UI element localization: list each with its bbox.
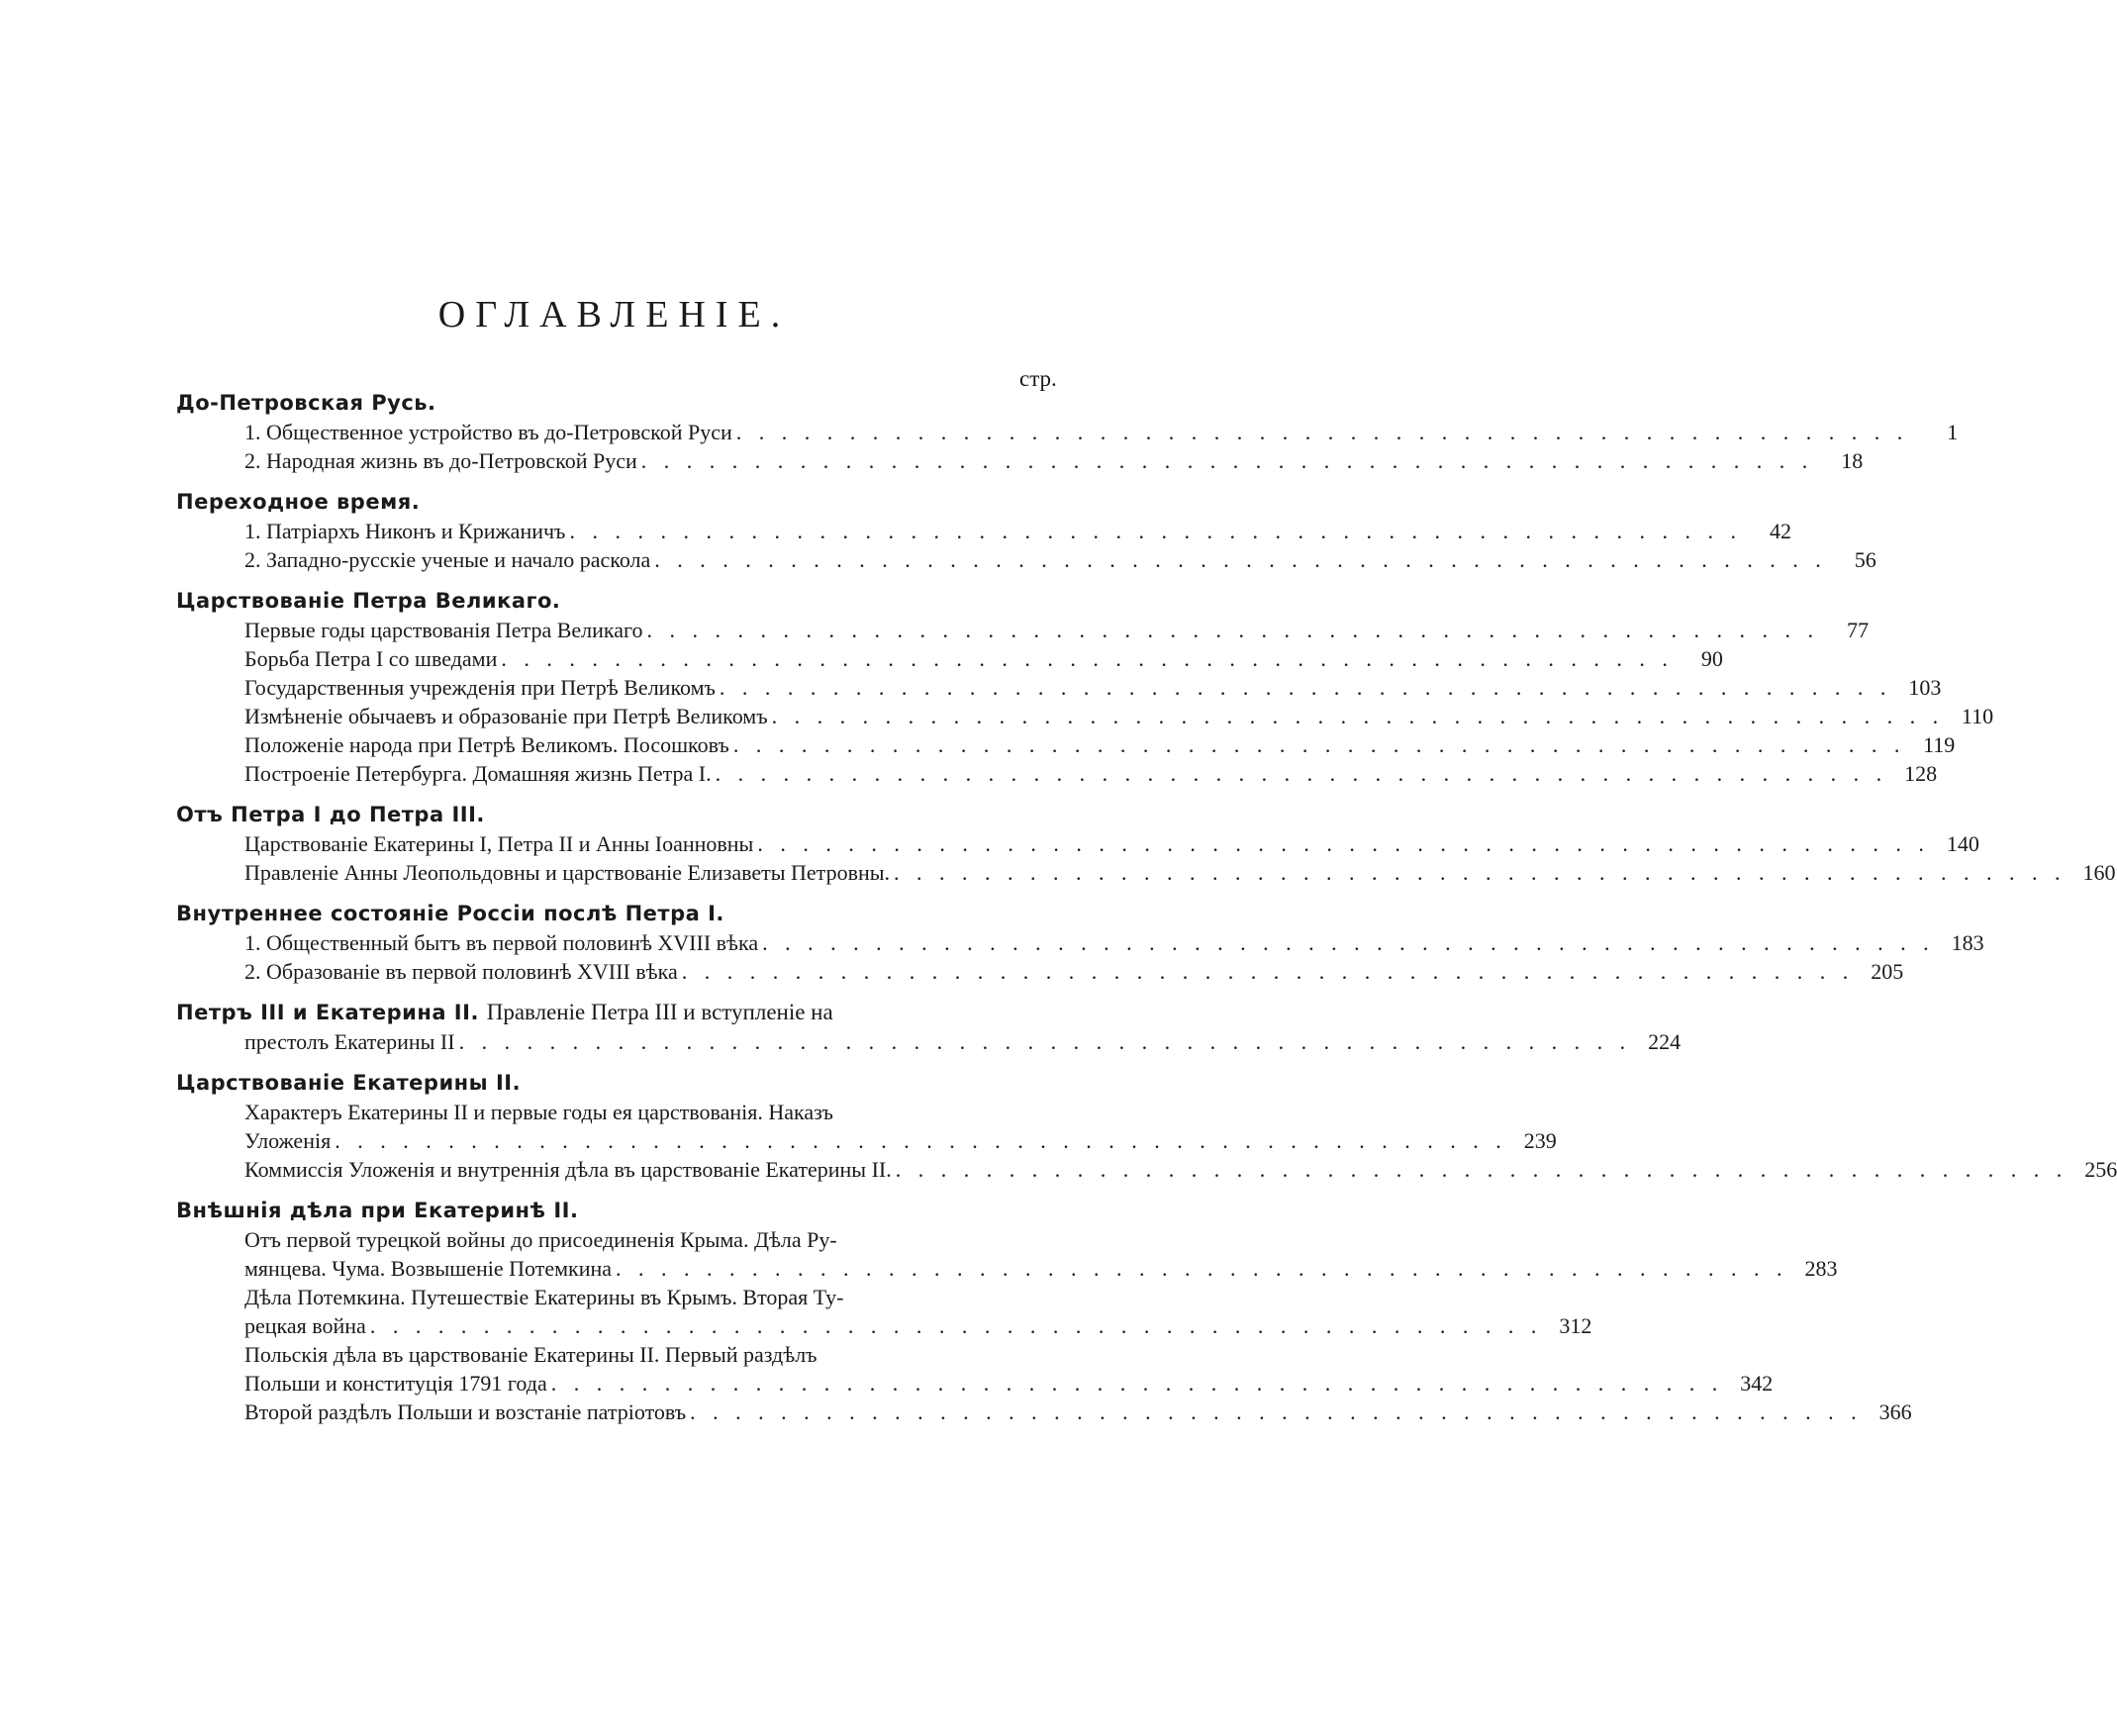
section-heading-tail: Правленіе Петра III и вступленіе на (486, 1000, 833, 1024)
toc-entry[interactable] (244, 1155, 2117, 1184)
toc-entry[interactable] (244, 829, 1979, 858)
toc-entry-page: 119 (1923, 732, 1956, 757)
toc-entry-page: 183 (1951, 930, 1984, 955)
toc-entry-title: Борьба Петра I со шведами (244, 646, 498, 671)
toc-entry-row (244, 1126, 1557, 1155)
dot-leader: . . . . . . . . . . . . . . . . . . . . . . . . . . . . . . . . . . . . . . . . . . . . . . . . . . . . (732, 732, 1906, 757)
toc-section (176, 899, 1984, 986)
section-heading (176, 998, 1067, 1027)
section-heading-text: Петръ III и Екатерина II. (176, 1001, 479, 1024)
toc-entry-page: 103 (1908, 675, 1942, 700)
dot-leader: . . . . . . . . . . . . . . . . . . . . . . . . . . . . . . . . . . . . . . . . . . . . . . . . . . . . (335, 1128, 1507, 1153)
toc-entry[interactable] (244, 957, 1904, 986)
toc-section (176, 586, 1994, 788)
toc-entry-title: 2. Западно-русскіе ученые и начало раскола (244, 547, 651, 572)
toc-entry-page: 110 (1961, 704, 1994, 728)
page-column-label: стр. (1019, 366, 1057, 391)
dot-leader: . . . . . . . . . . . . . . . . . . . . . . . . . . . . . . . . . . . . . . . . . . . . . . . . . . . . (771, 704, 1945, 728)
toc-entry[interactable] (244, 673, 1942, 702)
dot-leader: . . . . . . . . . . . . . . . . . . . . . . . . . . . . . . . . . . . . . . . . . . . . . . . . . . . . (550, 1371, 1724, 1396)
toc-entry-row (244, 418, 1959, 446)
toc-entry-page: 366 (1878, 1399, 1912, 1424)
toc-entry-page: 90 (1700, 646, 1723, 671)
dot-leader: . . . . . . . . . . . . . . . . . . . . . . . . . . . . . . . . . . . . . . . . . . . . . . . . . . . . (715, 761, 1888, 786)
section-heading (176, 899, 1067, 928)
toc-entry-row (244, 1027, 1682, 1056)
toc-entry-row (244, 517, 1791, 545)
toc-entry-title: рецкая война (244, 1313, 366, 1338)
toc-entry-row (244, 616, 1870, 644)
dot-leader: . . . . . . . . . . . . . . . . . . . . . . . . . . . . . . . . . . . . . . . . . . . . . . . . . . . . (369, 1313, 1543, 1338)
toc-entry-title: Измѣненіе обычаевъ и образованіе при Петрѣ Великомъ (244, 704, 768, 728)
toc-entry-page: 77 (1847, 618, 1870, 642)
toc-entry[interactable] (244, 418, 1959, 446)
toc-entry-row (244, 1369, 1774, 1398)
dot-leader: . . . . . . . . . . . . . . . . . . . . . . . . . . . . . . . . . . . . . . . . . . . . . . . . . . . . (569, 519, 1742, 543)
toc-entry[interactable] (244, 730, 1956, 759)
dot-leader: . . . . . . . . . . . . . . . . . . . . . . . . . . . . . . . . . . . . . . . . . . . . . . . . . . . . (690, 1399, 1863, 1424)
toc-entry[interactable] (244, 1283, 1592, 1340)
toc-entry[interactable] (244, 545, 1876, 574)
section-heading (176, 1196, 1067, 1225)
toc-entry-title: Уложенія (244, 1128, 332, 1153)
toc-entry-row (244, 1155, 2117, 1184)
section-heading-text: Внутреннее состояніе Россіи послѣ Петра I. (176, 902, 724, 925)
dot-leader: . . . . . . . . . . . . . . . . . . . . . . . . . . . . . . . . . . . . . . . . . . . . . . . . . . . . (719, 675, 1892, 700)
dot-leader: . . . . . . . . . . . . . . . . . . . . . . . . . . . . . . . . . . . . . . . . . . . . . . . . . . . . (895, 1157, 2069, 1182)
toc-entry[interactable] (244, 517, 1791, 545)
dot-leader: . . . . . . . . . . . . . . . . . . . . . . . . . . . . . . . . . . . . . . . . . . . . . . . . . . . . (458, 1029, 1632, 1054)
toc-entry-page: 18 (1841, 448, 1864, 473)
section-heading-text: Переходное время. (176, 490, 421, 514)
toc-entry-page: 342 (1740, 1371, 1774, 1396)
section-heading-text: Отъ Петра I до Петра III. (176, 803, 485, 826)
toc-entry[interactable] (244, 1098, 1557, 1155)
dot-leader: . . . . . . . . . . . . . . . . . . . . . . . . . . . . . . . . . . . . . . . . . . . . . . . . . . . . (681, 959, 1855, 984)
toc-entry-page: 160 (2082, 860, 2116, 885)
toc-entry-title: престолъ Екатерины II (244, 1029, 455, 1054)
toc-entry[interactable] (244, 616, 1870, 644)
toc-entry-title: Царствованіе Екатерины I, Петра II и Анны Іоанновны (244, 831, 754, 856)
toc-entry-title: Первые годы царствованія Петра Великаго (244, 618, 643, 642)
section-heading (176, 1068, 1067, 1098)
dot-leader: . . . . . . . . . . . . . . . . . . . . . . . . . . . . . . . . . . . . . . . . . . . . . . . . . . . . (735, 420, 1909, 444)
toc-entry-row (244, 829, 1979, 858)
page-title: ОГЛАВЛЕНІЕ. (437, 294, 791, 336)
toc-entry-row (244, 759, 1938, 788)
section-heading-text: Царствованіе Петра Великаго. (176, 589, 561, 613)
toc-entry-row (244, 446, 1864, 475)
toc-entry-page: 312 (1559, 1313, 1592, 1338)
toc-entry-title: мянцева. Чума. Возвышеніе Потемкина (244, 1256, 613, 1281)
toc-entry-title: Второй раздѣлъ Польши и возстаніе патріотовъ (244, 1399, 687, 1424)
toc-entry-row (244, 730, 1956, 759)
toc-section (176, 1068, 2117, 1184)
toc-entry-page: 128 (1904, 761, 1938, 786)
toc-entry-title: 1. Патріархъ Никонъ и Крижаничъ (244, 519, 566, 543)
toc-entry[interactable] (244, 644, 1723, 673)
section-heading (176, 487, 1067, 517)
toc-entry-page: 205 (1871, 959, 1904, 984)
toc-entry[interactable] (244, 1027, 1682, 1056)
toc-entry[interactable] (244, 1225, 1838, 1283)
toc-entry-title: Польши и конституція 1791 года (244, 1371, 547, 1396)
toc-entry-title: 1. Общественное устройство въ до-Петровской Руси (244, 420, 732, 444)
toc-entry[interactable] (244, 759, 1938, 788)
toc-entry-page: 140 (1946, 831, 1979, 856)
toc-entry-line: Дѣла Потемкина. Путешествіе Екатерины въ Крымъ. Вторая Ту- (244, 1285, 844, 1309)
toc-entry[interactable] (244, 928, 1984, 957)
section-heading (176, 586, 1067, 616)
toc-entry-line: Отъ первой турецкой войны до присоединенія Крыма. Дѣла Ру- (244, 1227, 837, 1252)
toc-entry[interactable] (244, 1398, 1912, 1426)
toc-entry-title: 2. Образованіе въ первой половинѣ XVIII вѣка (244, 959, 678, 984)
toc-section (176, 487, 1876, 574)
toc-entry-page: 283 (1804, 1256, 1838, 1281)
dot-leader: . . . . . . . . . . . . . . . . . . . . . . . . . . . . . . . . . . . . . . . . . . . . . . . . . . . . (616, 1256, 1788, 1281)
dot-leader: . . . . . . . . . . . . . . . . . . . . . . . . . . . . . . . . . . . . . . . . . . . . . . . . . . . . (757, 831, 1930, 856)
toc-entry[interactable] (244, 858, 2116, 887)
dot-leader: . . . . . . . . . . . . . . . . . . . . . . . . . . . . . . . . . . . . . . . . . . . . . . . . . . . . (654, 547, 1827, 572)
dot-leader: . . . . . . . . . . . . . . . . . . . . . . . . . . . . . . . . . . . . . . . . . . . . . . . . . . . . (894, 860, 2067, 885)
toc-entry-row (244, 673, 1942, 702)
dot-leader: . . . . . . . . . . . . . . . . . . . . . . . . . . . . . . . . . . . . . . . . . . . . . . . . . . . . (640, 448, 1814, 473)
dot-leader: . . . . . . . . . . . . . . . . . . . . . . . . . . . . . . . . . . . . . . . . . . . . . . . . . . . . (501, 646, 1674, 671)
toc-section (176, 998, 1682, 1056)
section-heading-text: До-Петровская Русь. (176, 391, 436, 415)
toc-entry[interactable] (244, 446, 1864, 475)
toc-entry-row (244, 1311, 1592, 1340)
toc-entry-row (244, 1398, 1912, 1426)
toc-entry[interactable] (244, 1340, 1774, 1398)
toc-entry-title: 1. Общественный бытъ въ первой половинѣ XVIII вѣка (244, 930, 759, 955)
dot-leader: . . . . . . . . . . . . . . . . . . . . . . . . . . . . . . . . . . . . . . . . . . . . . . . . . . . . (762, 930, 1935, 955)
section-heading-text: Внѣшнія дѣла при Екатеринѣ II. (176, 1199, 579, 1222)
toc-section (176, 388, 1959, 475)
toc-section (176, 1196, 1912, 1426)
toc-entry-line: Польскія дѣла въ царствованіе Екатерины II. Первый раздѣлъ (244, 1342, 818, 1367)
section-heading-text: Царствованіе Екатерины II. (176, 1071, 522, 1095)
toc-entry-page: 239 (1523, 1128, 1557, 1153)
toc-entry-row (244, 928, 1984, 957)
toc-entry-row (244, 1254, 1838, 1283)
toc-entry-title: Положеніе народа при Петрѣ Великомъ. Посошковъ (244, 732, 729, 757)
toc-entry-title: Коммиссія Уложенія и внутреннія дѣла въ царствованіе Екатерины II. (244, 1157, 892, 1182)
toc-entry-title: Построеніе Петербурга. Домашняя жизнь Петра I. (244, 761, 712, 786)
toc-entry-row (244, 702, 1994, 730)
toc-entry-page: 42 (1769, 519, 1791, 543)
table-of-contents (176, 388, 2117, 1438)
section-heading (176, 800, 1067, 829)
toc-entry-row (244, 858, 2116, 887)
toc-entry-line: Характеръ Екатерины II и первые годы ея царствованія. Наказъ (244, 1100, 833, 1124)
toc-section (176, 800, 2116, 887)
toc-entry-page: 256 (2084, 1157, 2117, 1182)
dot-leader: . . . . . . . . . . . . . . . . . . . . . . . . . . . . . . . . . . . . . . . . . . . . . . . . . . . . (646, 618, 1820, 642)
section-heading (176, 388, 1067, 418)
toc-entry-title: Правленіе Анны Леопольдовны и царствованіе Елизаветы Петровны. (244, 860, 891, 885)
toc-entry[interactable] (244, 702, 1994, 730)
toc-entry-row (244, 644, 1723, 673)
toc-entry-title: 2. Народная жизнь въ до-Петровской Руси (244, 448, 637, 473)
toc-entry-page: 56 (1854, 547, 1876, 572)
toc-entry-row (244, 957, 1904, 986)
toc-entry-row (244, 545, 1876, 574)
toc-entry-page: 1 (1947, 420, 1959, 444)
toc-entry-page: 224 (1648, 1029, 1682, 1054)
toc-entry-title: Государственныя учрежденія при Петрѣ Великомъ (244, 675, 716, 700)
